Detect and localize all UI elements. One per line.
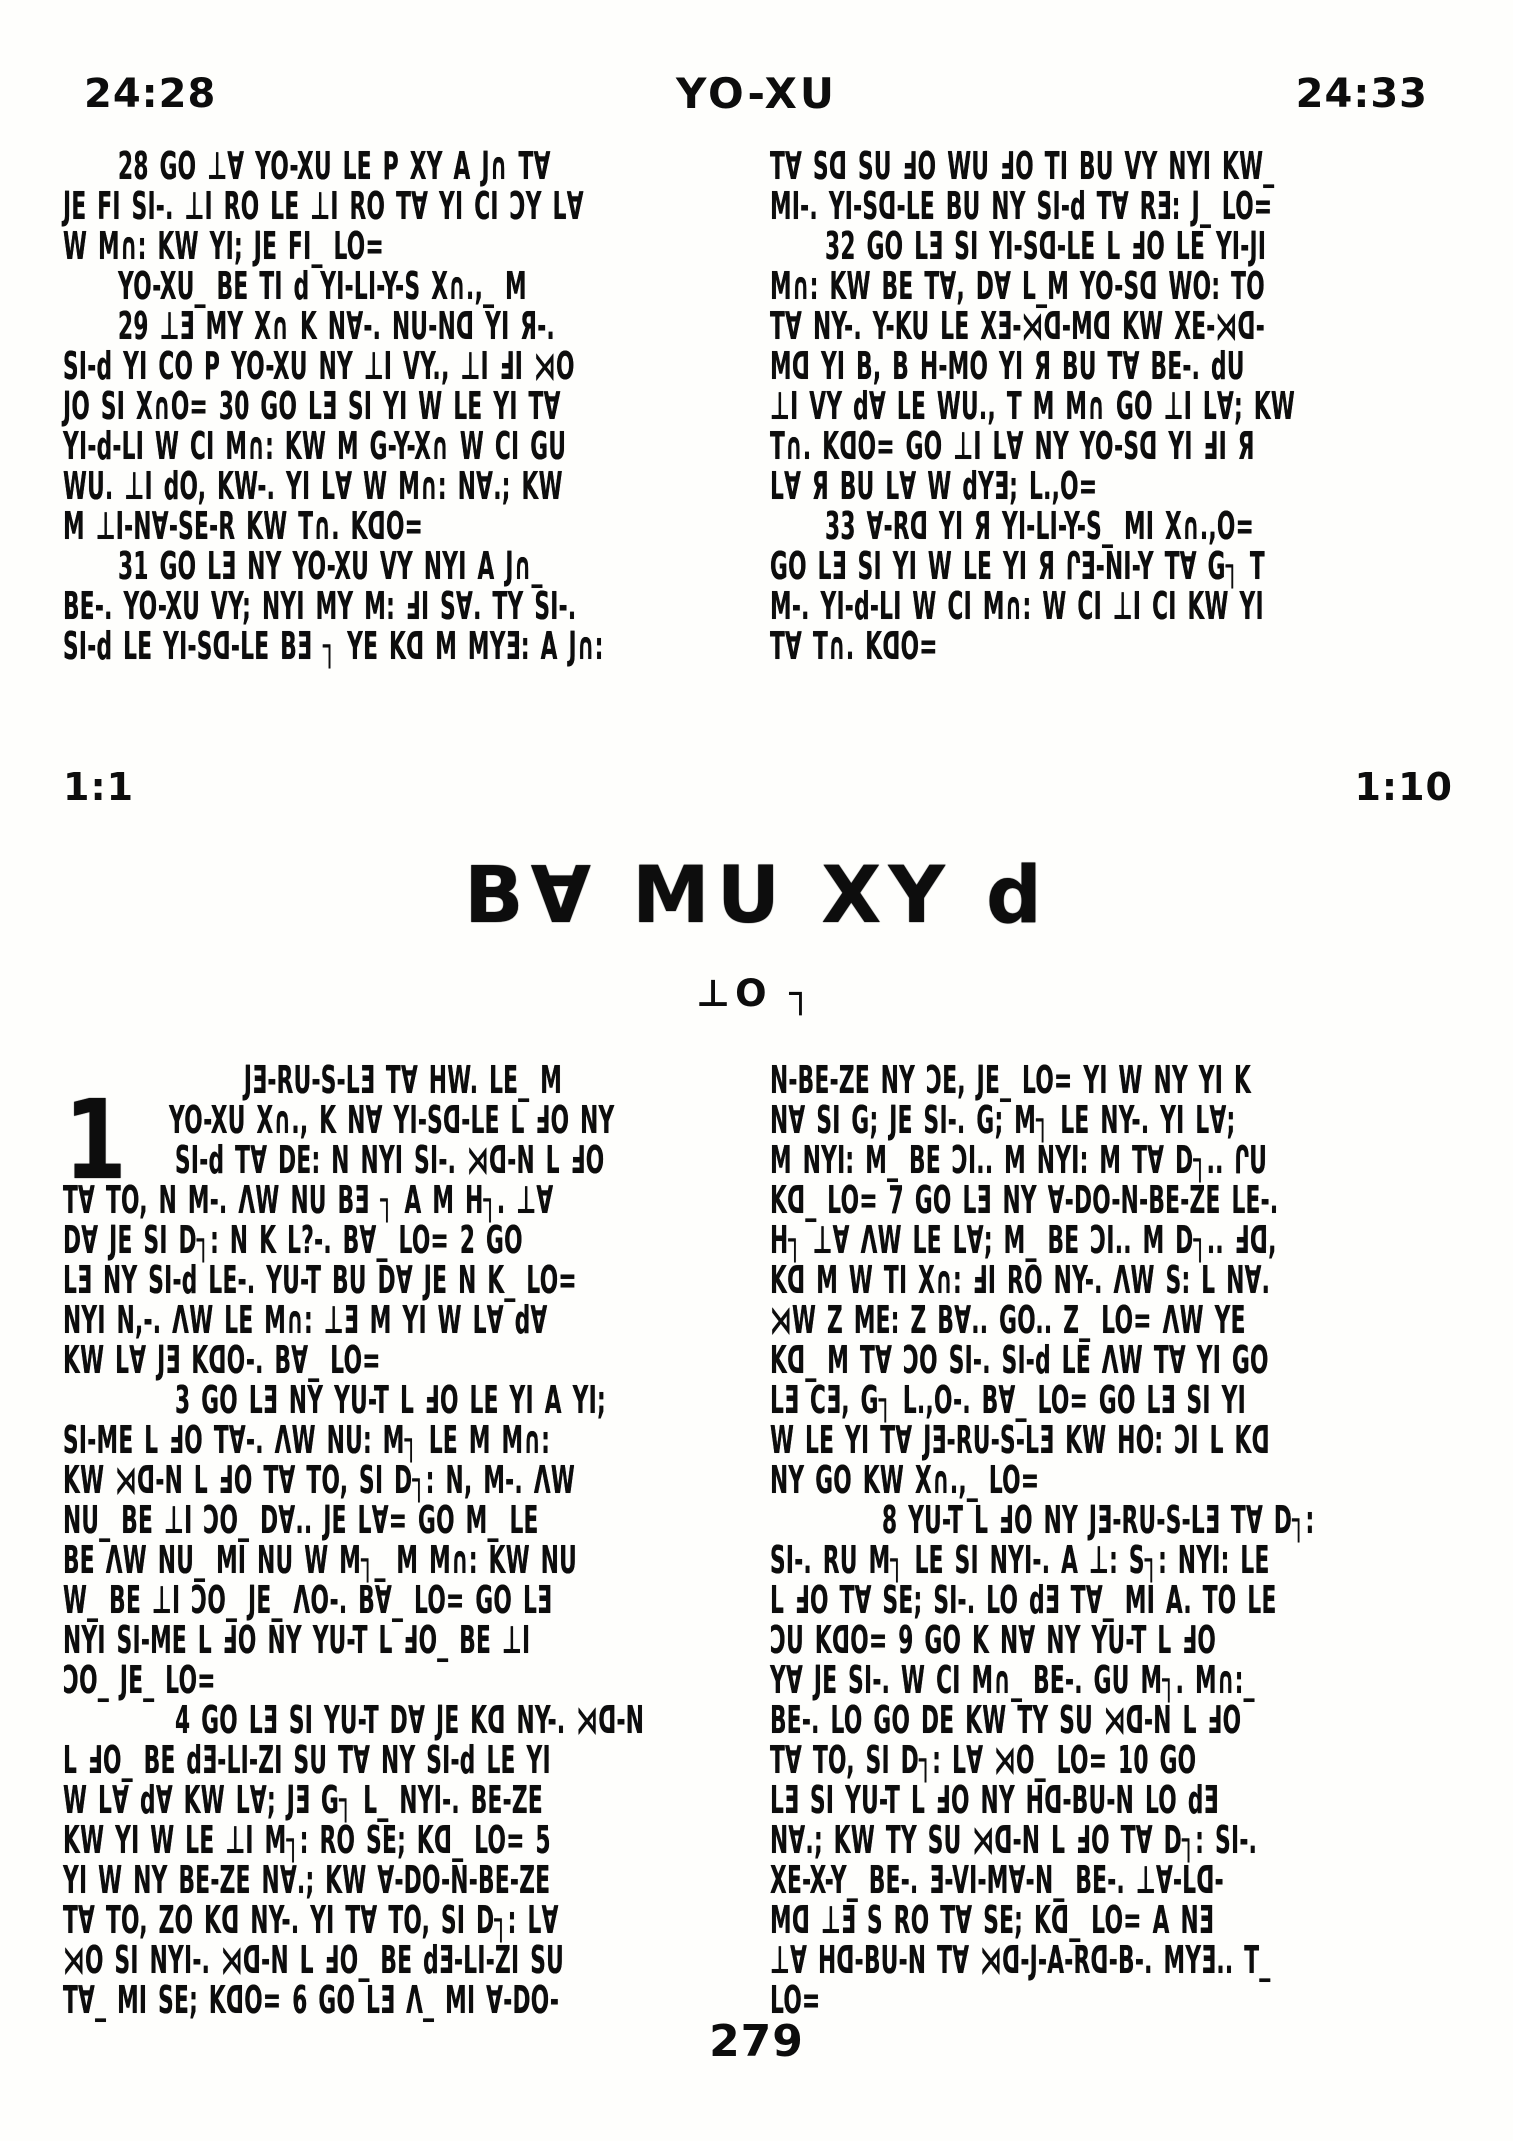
text-line: NU_ BE ⊥I ƆO_ D∀.. JE L∀= GO M_ LE [63, 1498, 539, 1542]
text-line: N∀ SI G; JE SI-. G; M┐ LE NY-. YI L∀; [770, 1098, 1236, 1142]
text-line: L ℲO T∀ SE; SI-. LO dƎ T∀_ MI A. TO LE [770, 1578, 1277, 1622]
text-line: SI-d LE YI-Sᗡ-LE BƎ ┐ YE Kᗡ M MYƎ: A J∩: [63, 624, 604, 668]
text-line: BE ΛW NU_ MI NU W M┐_ M M∩: KW NU [63, 1538, 578, 1582]
text-line: JƎ-RU-S-LƎ T∀ HW. LE_ M [243, 1058, 563, 1102]
text-line: YO-XU X∩., K N∀ YI-Sᗡ-LE L ℲO NY [169, 1098, 615, 1142]
text-line: T∀ TO, N M-. ΛW NU BƎ ┐ A M H┐. ⊥∀ [63, 1178, 554, 1222]
text-line: MI-. YI-Sᗡ-LE BU NY SI-d T∀ RƎ: J_ LO= [770, 184, 1273, 228]
page-number: 279 [709, 2016, 804, 2067]
joshua-right-column [770, 146, 1458, 666]
new-book-subtitle: ⊥O ┐ [696, 972, 817, 1015]
text-line: T∀ T∩. KᗡO= [770, 624, 938, 668]
text-line: NYI SI-ME L ℲO NY YU-T L ℲO_ BE ⊥I [63, 1618, 531, 1662]
text-line: T∀ TO, SI D┐: L∀ ⋊O_ LO= 10 GO [770, 1738, 1197, 1782]
text-line: LO= [770, 1978, 821, 2022]
chapter-ref-start: 1:1 [63, 765, 135, 809]
verse-one-dropcap: 1 [64, 1076, 127, 1204]
text-line: JE FI SI-. ⊥I RO LE ⊥I RO T∀ YI CI ƆY L∀ [63, 184, 584, 228]
text-line: T∀ NY-. Y-KU LE XƎ-⋊ᗡ-Mᗡ KW XE-⋊ᗡ- [770, 304, 1266, 348]
text-line: T∀ TO, ZO Kᗡ NY-. YI T∀ TO, SI D┐: L∀ [63, 1898, 559, 1942]
text-line: N∀.; KW TY SU ⋊ᗡ-N L ℲO T∀ D┐: SI-. [770, 1818, 1258, 1862]
text-line: YI W NY BE-ZE N∀.; KW ∀-DO-N-BE-ZE [63, 1858, 551, 1902]
text-line: M NYI: M_ BE ƆI.. M NYI: M T∀ D┐.. ՐU [770, 1138, 1268, 1182]
text-line: 28 GO ⊥∀ YO-XU LE P XY A J∩ T∀ [118, 144, 551, 188]
running-header [0, 69, 1513, 118]
new-book-title: B∀ MU XY d [464, 851, 1049, 941]
chapter-ref-end: 1:10 [1354, 765, 1453, 809]
text-line: XE-X-Y_ BE-. Ǝ-VI-M∀-N_ BE-. ⊥∀-Lᗡ- [770, 1858, 1224, 1902]
text-line: Mᗡ ⊥Ǝ S RO T∀ SE; Kᗡ_ LO= A NƎ [770, 1898, 1215, 1942]
text-line: N-BE-ZE NY ƆE, JE_ LO= YI W NY YI K [770, 1058, 1252, 1102]
joshua-left-column [63, 146, 743, 666]
text-line: 3 GO LƎ NY YU-T L ℲO LE YI A YI; [175, 1378, 606, 1422]
text-line: T∀_ MI SE; KᗡO= 6 GO LƎ Λ_ MI ∀-DO- [63, 1978, 560, 2022]
text-line: ⋊W Z ME: Z B∀.. GO.. Z_ LO= ΛW YE [770, 1298, 1246, 1342]
text-line: SI-d T∀ DE: N NYI SI-. ⋊ᗡ-N L ℲO [175, 1138, 605, 1182]
text-line: 33 ∀-Rᗡ YI Я YI-LI-Y-S_ MI X∩.,O= [825, 504, 1255, 548]
text-line: 31 GO LƎ NY YO-XU VY NYI A J∩_ [118, 544, 543, 588]
text-line: LƎ SI YU-T L ℲO NY Hᗡ-BU-N LO dƎ [770, 1778, 1219, 1822]
text-line: T∀ Sᗡ SU ℲO WU ℲO TI BU VY NYI KW_ [770, 144, 1275, 188]
text-line: W_ BE ⊥I ƆO_ JE_ ΛO-. B∀_ LO= GO LƎ [63, 1578, 553, 1622]
text-line: SI-ME L ℲO T∀-. ΛW NU: M┐ LE M M∩: [63, 1418, 551, 1462]
header-book-title: YO-XU [676, 69, 837, 118]
text-line: BE-. YO-XU VY; NYI MY M: ℲI S∀. TY SI-. [63, 584, 577, 628]
text-line: L ℲO_ BE dƎ-LI-ZI SU T∀ NY SI-d LE YI [63, 1738, 551, 1782]
text-line: BE-. LO GO DE KW TY SU ⋊ᗡ-N L ℲO [770, 1698, 1242, 1742]
text-line: 8 YU-T L ℲO NY JƎ-RU-S-LƎ T∀ D┐: [882, 1498, 1315, 1542]
text-line: KW YI W LE ⊥I M┐: RO SE; Kᗡ_ LO= 5 [63, 1818, 551, 1862]
text-line: Kᗡ_ LO= 7 GO LƎ NY ∀-DO-N-BE-ZE LE-. [770, 1178, 1279, 1222]
text-line: JO SI X∩O= 30 GO LƎ SI YI W LE YI T∀ [63, 384, 561, 428]
text-line: GO LƎ SI YI W LE YI Я ՐƎ-NI-Y T∀ G┐ T [770, 544, 1265, 588]
text-line: M∩: KW BE T∀, D∀ L_M YO-Sᗡ WO: TO [770, 264, 1265, 308]
judges-right-column [770, 1060, 1458, 2020]
text-line: W LE YI T∀ JƎ-RU-S-LƎ KW HO: ƆI L Kᗡ [770, 1418, 1270, 1462]
judges-left-column [63, 1060, 743, 2020]
text-line: 29 ⊥Ǝ MY X∩ K N∀-. NU-Nᗡ YI Я-. [118, 304, 556, 348]
text-line: NYI N,-. ΛW LE M∩: ⊥Ǝ M YI W L∀ d∀ [63, 1298, 548, 1342]
text-line: H┐ ⊥∀ ΛW LE L∀; M_ BE ƆI.. M D┐.. Ⅎᗡ, [770, 1218, 1277, 1262]
text-line: LƎ CƎ, G┐ L.,O-. B∀_ LO= GO LƎ SI YI [770, 1378, 1246, 1422]
text-line: Mᗡ YI B, B H-MO YI Я BU T∀ BE-. dU [770, 344, 1245, 388]
text-line: KW ⋊ᗡ-N L ℲO T∀ TO, SI D┐: N, M-. ΛW [63, 1458, 576, 1502]
text-line: Y∀ JE SI-. W CI M∩_ BE-. GU M┐. M∩:_ [770, 1658, 1255, 1702]
text-line: 32 GO LƎ SI YI-Sᗡ-LE L ℲO LE YI-JI [825, 224, 1267, 268]
text-line: W L∀ d∀ KW L∀; JƎ G┐ L_ NYI-. BE-ZE [63, 1778, 543, 1822]
text-line: NY GO KW X∩.,_ LO= [770, 1458, 1040, 1502]
text-line: ƆO_ JE_ LO= [63, 1658, 216, 1702]
text-line: ⊥∀ Hᗡ-BU-N T∀ ⋊ᗡ-J-A-Rᗡ-B-. MYƎ.. T_ [770, 1938, 1271, 1982]
header-right-verse-ref: 24:33 [1295, 71, 1428, 117]
text-line: WU. ⊥I dO, KW-. YI L∀ W M∩: N∀.; KW [63, 464, 563, 508]
text-line: 4 GO LƎ SI YU-T D∀ JE Kᗡ NY-. ⋊ᗡ-N [175, 1698, 645, 1742]
text-line: D∀ JE SI D┐: N K L?-. B∀_ LO= 2 GO [63, 1218, 523, 1262]
header-left-verse-ref: 24:28 [84, 71, 217, 117]
text-line: L∀ Я BU L∀ W dYƎ; L.,O= [770, 464, 1098, 508]
text-line: SI-. RU M┐ LE SI NYI-. A ⊥: S┐: NYI: LE [770, 1538, 1270, 1582]
text-line: KW L∀ JƎ KᗡO-. B∀_ LO= [63, 1338, 381, 1382]
text-line: SI-d YI CO P YO-XU NY ⊥I VY., ⊥I ℲI ⋊O [63, 344, 575, 388]
text-line: YO-XU_ BE TI d YI-LI-Y-S X∩.,_ M [118, 264, 527, 308]
text-line: M ⊥I-N∀-SE-R KW T∩. KᗡO= [63, 504, 424, 548]
text-line: LƎ NY SI-d LE-. YU-T BU D∀ JE N K_ LO= [63, 1258, 577, 1302]
text-line: ⋊O SI NYI-. ⋊ᗡ-N L ℲO_ BE dƎ-LI-ZI SU [63, 1938, 564, 1982]
text-line: YI-d-LI W CI M∩: KW M G-Y-X∩ W CI GU [63, 424, 567, 468]
text-line: ƆU KᗡO= 9 GO K N∀ NY YU-T L ℲO [770, 1618, 1217, 1662]
text-line: ⊥I VY d∀ LE WU., T M M∩ GO ⊥I L∀; KW [770, 384, 1296, 428]
text-line: M-. YI-d-LI W CI M∩: W CI ⊥I CI KW YI [770, 584, 1264, 628]
text-line: T∩. KᗡO= GO ⊥I L∀ NY YO-Sᗡ YI ℲI Я [770, 424, 1255, 468]
text-line: W M∩: KW YI; JE FI_ LO= [63, 224, 384, 268]
text-line: Kᗡ_ M T∀ ƆO SI-. SI-d LE ΛW T∀ YI GO [770, 1338, 1269, 1382]
text-line: Kᗡ M W TI X∩: ℲI RO NY-. ΛW S: L N∀. [770, 1258, 1271, 1302]
